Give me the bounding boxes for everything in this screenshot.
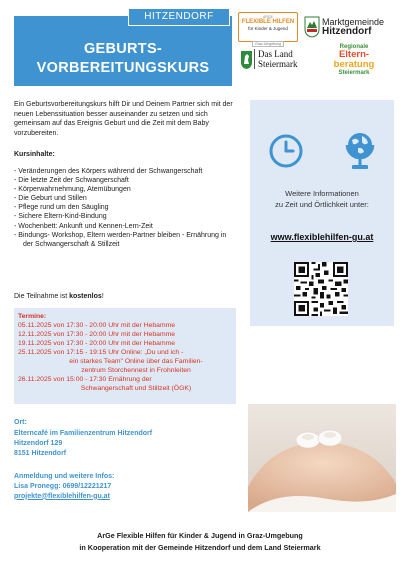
footer: [10, 530, 390, 554]
termin-line: Schwangerschaft und Stillzeit (ÖGK): [80, 385, 192, 392]
termine-title: Termine:: [18, 313, 47, 320]
list-item: - Sichere Eltern-Kind-Bindung: [14, 213, 107, 221]
termin-line: 05.11.2025 von 17:30 - 20:00 Uhr mit der Hebamme: [18, 322, 176, 329]
ort-address: [14, 429, 152, 458]
list-item: - Pflege rund um den Säugling: [14, 204, 109, 212]
ls-line2: Steiermark: [258, 59, 298, 69]
location-tag: HITZENDORF: [128, 8, 230, 26]
eb-line1: Regionale: [339, 44, 369, 50]
fh-line1: ARGE: [263, 15, 273, 19]
ort-line3: 8151 Hitzendorf: [14, 449, 67, 457]
teilnahme-text: Die Teilnahme ist: [14, 293, 70, 300]
marktgemeinde-logo: [304, 16, 396, 40]
list-item: - Veränderungen des Körpers während der Schwangerschaft: [14, 168, 203, 175]
anmeldung-email-link[interactable]: projekte@flexiblehilfen-gu.at: [14, 492, 110, 500]
hitzendorf-crest-icon: [304, 16, 320, 38]
info-line2: zu Zeit und Örtlichkeit unter:: [275, 200, 369, 209]
eb-line4: Steiermark: [338, 70, 370, 76]
teilnahme-end: !: [101, 293, 104, 300]
ls-line1: Das Land: [258, 49, 293, 59]
kursinhalte-title: Kursinhalte:: [14, 151, 55, 158]
land-steiermark-logo: [238, 46, 304, 76]
teilnahme-note: [14, 293, 104, 300]
list-item: - Wochenbett: Ankunft und Kennen-Lern-Zeit: [14, 222, 153, 230]
footer-line2: in Kooperation mit der Gemeinde Hitzendorf und dem Land Steiermark: [79, 543, 321, 552]
termin-line: 12.11.2025 von 17:30 - 20:00 Uhr mit der Hebamme: [18, 331, 176, 338]
list-item: - Die letzte Zeit der Schwangerschaft: [14, 177, 129, 185]
list-item: - Körperwahrnehmung, Atemübungen: [14, 186, 131, 194]
clock-icon: [268, 133, 304, 169]
partner-logos: [238, 10, 394, 82]
globe-icon: [342, 128, 378, 172]
fh-line4: Graz-Umgebung: [252, 41, 284, 47]
list-item: - Bindungs- Workshop, Eltern werden-Partner bleiben - Ernährung in der Schwangerschaft & Stillzeit: [14, 231, 227, 248]
termin-line: 19.11.2025 von 17:30 - 20:00 Uhr mit der Hebamme: [18, 340, 176, 347]
termine-box: [14, 308, 236, 404]
fh-line3: für Kinder & Jugend: [248, 26, 288, 31]
ort-line1: Elterncafé im Familienzentrum Hitzendorf: [14, 430, 153, 437]
pregnancy-photo: [248, 404, 396, 512]
anmeldung-info: [14, 472, 114, 501]
elternberatung-logo: [312, 44, 396, 80]
termin-line: zentrum Storchennest in Frohnleiten: [81, 367, 191, 374]
termin-line: ein starkes Team" Online über das Familien-: [69, 358, 203, 365]
fh-line2: FLEXIBLE HILFEN: [241, 19, 295, 25]
info-line1: Weitere Informationen: [285, 189, 359, 198]
footer-line1: ArGe Flexible Hilfen für Kinder & Jugend in Graz-Umgebung: [97, 531, 303, 540]
eb-line2: Eltern-: [338, 49, 370, 60]
title-line1: GEBURTS-: [83, 41, 163, 57]
list-item: - Die Geburt und Stillen: [14, 195, 87, 203]
title-line2: VORBEREITUNGSKURS: [36, 60, 210, 76]
steiermark-crest-icon: [240, 50, 253, 70]
land-text: [254, 49, 298, 69]
website-link[interactable]: www.flexiblehilfen-gu.at: [270, 232, 374, 242]
info-text: [250, 188, 394, 210]
ort-line2: Hitzendorf 129: [14, 439, 63, 447]
anmeldung-line1: Anmeldung und weitere Infos:: [14, 473, 115, 480]
qr-code-icon[interactable]: [294, 262, 348, 316]
intro-text: Ein Geburtsvorbereitungskurs hilft Dir und Deinem Partner sich mit der neuen Lebenssituation besser auseinander zu setzen und sich gemeinsam auf das Ereignis Geburt und die Zeit mit dem Baby vorzubereiten.: [14, 101, 233, 137]
anmeldung-phone: Lisa Pronegg: 0699/12221217: [14, 482, 112, 490]
flexible-hilfen-logo: [238, 12, 298, 46]
marktgemeinde-text: [322, 17, 384, 37]
ort-label: Ort:: [14, 419, 27, 426]
termin-line: 26.11.2025 von 15:00 - 17:30 Ernährung der: [18, 376, 152, 383]
mg-line2: Hitzendorf: [322, 26, 372, 37]
title-banner: [14, 16, 232, 86]
kursinhalte-list: [14, 167, 236, 249]
mg-line1: Marktgemeinde: [322, 17, 385, 27]
termin-line: 25.11.2025 von 17:15 - 19:15 Uhr Online: „Du und ich -: [18, 349, 184, 356]
teilnahme-bold: kostenlos: [69, 293, 102, 300]
eb-line3: beratung: [333, 59, 375, 70]
